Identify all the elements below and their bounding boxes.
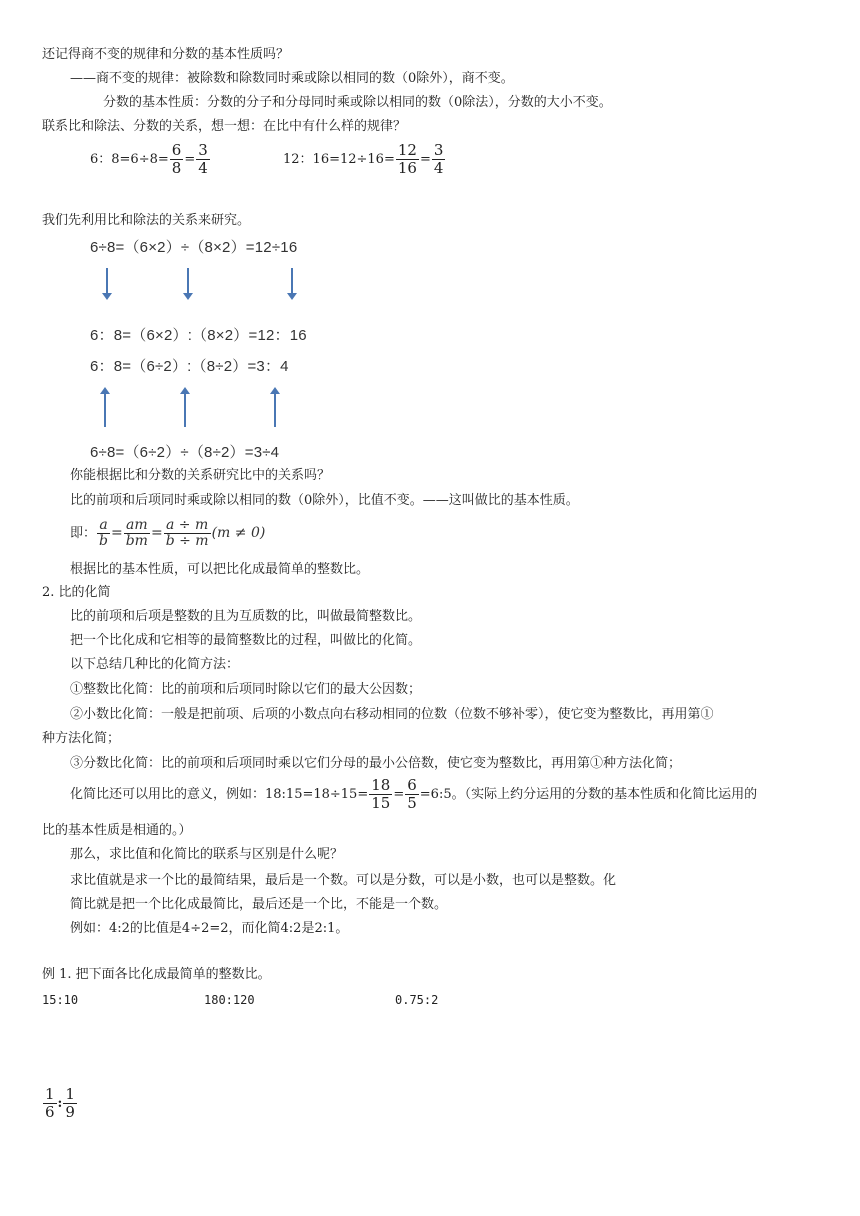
answer-line-2: 简比就是把一个比化成最简比，最后还是一个比，不能是一个数。 — [70, 897, 448, 912]
fraction-12-16: $\frac{12}{16}$ — [397, 141, 417, 177]
exercise-a: 15:10 — [42, 993, 79, 1007]
fraction-6-5: $\frac{6}{5}$ — [407, 776, 417, 812]
exercise-d: $\frac{1}{6}$ : $\frac{1}{9}$ — [45, 1085, 75, 1121]
method-integer: ①整数比化简：比的前项和后项同时除以它们的最大公因数； — [70, 682, 422, 697]
quotient-rule: ——商不变的规律：被除数和除数同时乘或除以相同的数（0除外），商不变。 — [70, 71, 514, 86]
division-multiply-line: 6÷8=（6×2）÷（8×2）=12÷16 — [90, 239, 298, 256]
answer-line-1: 求比值就是求一个比的最简结果，最后是一个数。可以是分数，可以是小数，也可以是整数。化 — [70, 873, 617, 888]
fraction-1-6: $\frac{1}{6}$ — [45, 1085, 55, 1121]
method-decimal: ②小数比化简：一般是把前项、后项的小数点向右移动相同的位数（位数不够补零），使它变为整数比，再用第① — [70, 707, 714, 722]
fraction-3-4: $\frac{3}{4}$ — [198, 141, 208, 177]
property-question: 你能根据比和分数的关系研究比中的关系吗？ — [70, 468, 331, 483]
methods-intro: 以下总结几种比的化简方法： — [70, 657, 240, 672]
division-divide-line: 6÷8=（6÷2）÷（8÷2）=3÷4 — [90, 444, 280, 461]
meaning-example: 化简比还可以用比的意义，例如：18:15=18÷15= $\frac{18}{15}$ = $\frac{6}{5}$ =6:5。（实际上约分运用的分数的基本性质和化简比运用的 — [70, 776, 758, 812]
fraction-am-bm: $\frac{am}{bm}$ — [125, 516, 148, 549]
arrow-down-icon — [106, 268, 108, 294]
fraction-adm-bdm: $\frac{a \div m}{b \div m}$ — [165, 516, 209, 549]
definition-simplify: 把一个比化成和它相等的最简整数比的过程，叫做比的化简。 — [70, 633, 422, 648]
example-6-8-text: 6：8=6÷8= — [90, 152, 169, 167]
research-intro: 我们先利用比和除法的关系来研究。 — [42, 213, 251, 228]
arrow-down-icon — [291, 268, 293, 294]
fraction-1-9: $\frac{1}{9}$ — [65, 1085, 75, 1121]
fraction-6-8: $\frac{6}{8}$ — [171, 141, 182, 177]
arrow-down-icon — [187, 268, 189, 294]
arrow-up-icon — [104, 393, 106, 427]
example-12-16: 12：16=12÷16= $\frac{12}{16}$ = $\frac{3}{4}$ — [283, 141, 444, 177]
fraction-3-4-b: $\frac{3}{4}$ — [433, 141, 444, 177]
exercise-c: 0.75:2 — [395, 993, 439, 1007]
exercise-b: 180:120 — [204, 993, 255, 1007]
ratio-question: 联系比和除法、分数的关系，想一想：在比中有什么样的规律？ — [42, 119, 407, 134]
condition: (m ≠ 0) — [211, 525, 266, 541]
arrow-up-icon — [184, 393, 186, 427]
ratio-multiply-line: 6：8=（6×2）:（8×2）=12：16 — [90, 327, 307, 344]
intro-question: 还记得商不变的规律和分数的基本性质吗？ — [42, 47, 290, 62]
definition-simplest: 比的前项和后项是整数的且为互质数的比，叫做最简整数比。 — [70, 609, 422, 624]
ratio-divide-line: 6：8=（6÷2）:（8÷2）=3：4 — [90, 358, 289, 375]
property-conclusion: 根据比的基本性质，可以把比化成最简单的整数比。 — [70, 562, 370, 577]
property-statement: 比的前项和后项同时乘或除以相同的数（0除外），比值不变。——这叫做比的基本性质。 — [70, 493, 579, 508]
fraction-property: 分数的基本性质：分数的分子和分母同时乘或除以相同的数（0除法），分数的大小不变。 — [103, 95, 612, 110]
example-6-8: 6：8=6÷8= $\frac{6}{8}$ = $\frac{3}{4}$ — [90, 141, 208, 177]
fraction-a-b: $\frac{a}{b}$ — [99, 516, 108, 549]
section-title: 2. 比的化简 — [42, 585, 111, 600]
property-formula: 即： $\frac{a}{b}$ = $\frac{am}{bm}$ = $\frac{a \div m}{b \div m}$ (m ≠ 0) — [70, 516, 266, 549]
arrow-up-icon — [274, 393, 276, 427]
ratio-vs-simplify-question: 那么，求比值和化简比的联系与区别是什么呢？ — [70, 847, 344, 862]
answer-example: 例如：4:2的比值是4÷2=2，而化简4:2是2:1。 — [70, 921, 349, 936]
meaning-example-cont: 比的基本性质是相通的。） — [42, 823, 192, 838]
example1-title: 例 1. 把下面各比化成最简单的整数比。 — [42, 967, 271, 982]
method-decimal-cont: 种方法化简； — [42, 731, 121, 746]
fraction-18-15: $\frac{18}{15}$ — [371, 776, 391, 812]
method-fraction: ③分数比化简：比的前项和后项同时乘以它们分母的最小公倍数，使它变为整数比，再用第①种方法化简； — [70, 756, 682, 771]
example-12-16-text: 12：16=12÷16= — [283, 152, 395, 167]
